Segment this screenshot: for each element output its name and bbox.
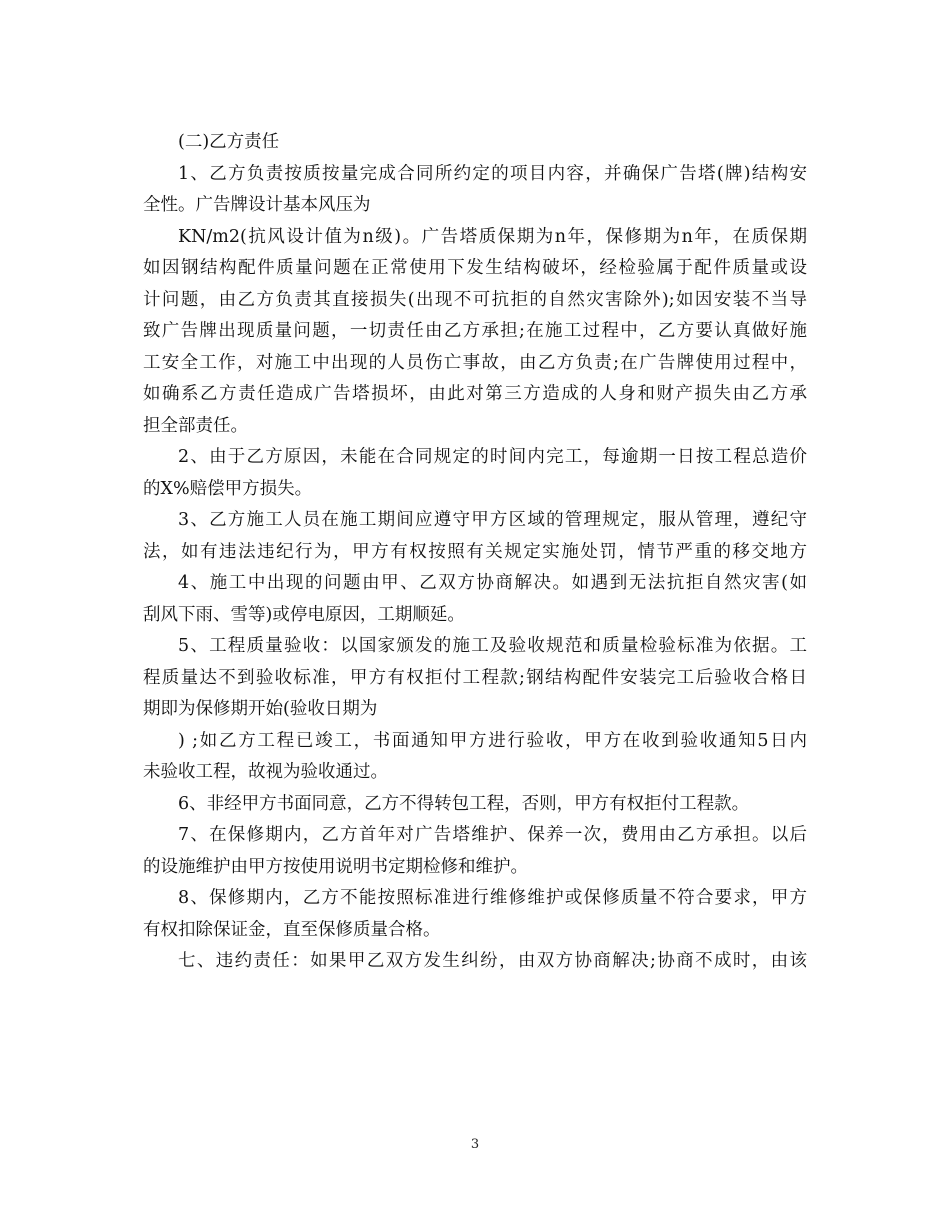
text-line: 计问题，由乙方负责其直接损失(出现不可抗拒的自然灾害除外);如因安装不当导: [143, 289, 807, 310]
text-line: 如确系乙方责任造成广告塔损坏，由此对第三方造成的人身和财产损失由乙方承: [143, 384, 807, 404]
text-line: 工安全工作，对施工中出现的人员伤亡事故，由乙方负责;在广告牌使用过程中，: [143, 352, 807, 373]
text-line: 8、保修期内，乙方不能按照标准进行维修维护或保修质量不符合要求，甲方: [178, 888, 807, 908]
document-body: [143, 127, 807, 978]
page-number: 3: [470, 1137, 480, 1152]
text-line: 5、工程质量验收：以国家颁发的施工及验收规范和质量检验标准为依据。工: [178, 636, 807, 656]
text-line: 3、乙方施工人员在施工期间应遵守甲方区域的管理规定，服从管理，遵纪守: [178, 510, 807, 530]
text-line: 4、施工中出现的问题由甲、乙双方协商解决。如遇到无法抗拒自然灾害(如: [178, 573, 807, 593]
text-line: 法，如有违法违纪行为，甲方有权按照有关规定实施处罚，情节严重的移交地方: [143, 541, 807, 562]
text-line: 6、非经甲方书面同意，乙方不得转包工程，否则，甲方有权拒付工程款。: [178, 793, 750, 814]
text-line: 未验收工程，故视为验收通过。: [143, 762, 388, 782]
text-line: 的X%赔偿甲方损失。: [143, 478, 313, 499]
text-line: 担全部责任。: [143, 415, 248, 436]
text-line: 程质量达不到验收标准，甲方有权拒付工程款;钢结构配件安装完工后验收合格日: [143, 667, 807, 688]
text-line: 7、在保修期内，乙方首年对广告塔维护、保养一次，费用由乙方承担。以后: [178, 825, 807, 845]
text-line: 有权扣除保证金，直至保修质量合格。: [143, 919, 441, 940]
text-line: 致广告牌出现质量问题，一切责任由乙方承担;在施工过程中，乙方要认真做好施: [143, 321, 807, 341]
text-line: 全性。广告牌设计基本风压为: [143, 195, 371, 215]
text-line: KN/m2(抗风设计值为n级)。广告塔质保期为n年，保修期为n年，在质保期: [178, 226, 807, 247]
text-line: 2、由于乙方原因，未能在合同规定的时间内完工，每逾期一日按工程总造价: [178, 447, 807, 467]
text-line: 期即为保修期开始(验收日期为: [143, 699, 378, 719]
text-line: 七、违约责任：如果甲乙双方发生纠纷，由双方协商解决;协商不成时，由该: [178, 951, 807, 971]
text-line: 刮风下雨、雪等)或停电原因，工期顺延。: [143, 604, 465, 625]
text-line: 1、乙方负责按质按量完成合同所约定的项目内容，并确保广告塔(牌)结构安: [178, 163, 807, 184]
text-line: 的设施维护由甲方按使用说明书定期检修和维护。: [143, 856, 528, 877]
text-line: 如因钢结构配件质量问题在正常使用下发生结构破坏，经检验属于配件质量或设: [143, 258, 807, 278]
text-line: (二)乙方责任: [178, 132, 280, 152]
text-line: ) ;如乙方工程已竣工，书面通知甲方进行验收，甲方在收到验收通知5日内: [178, 730, 807, 751]
